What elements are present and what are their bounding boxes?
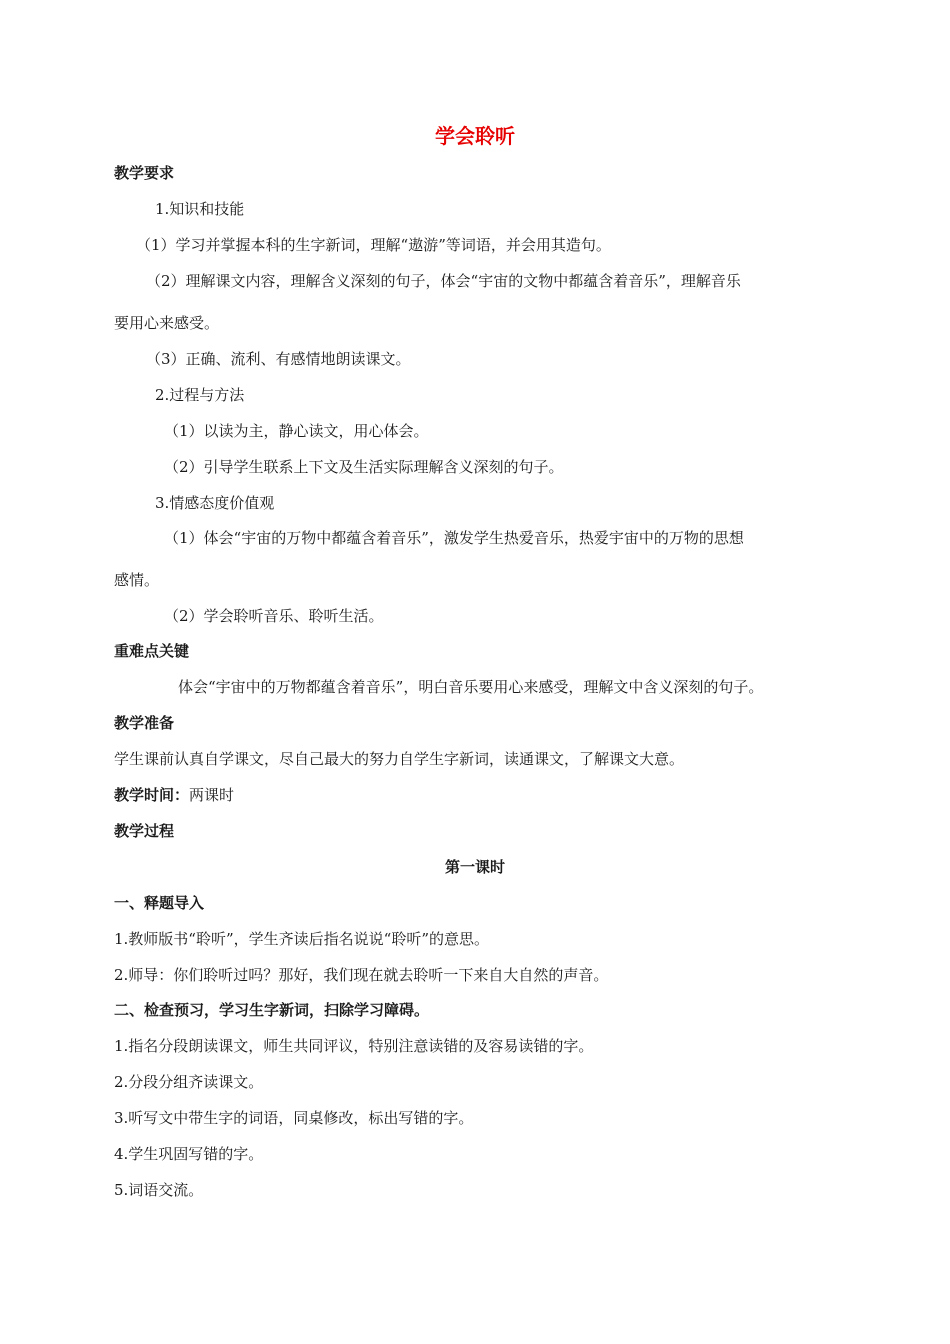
req-item-3: 3.情感态度价值观	[155, 494, 275, 512]
part-one-heading: 一、释题导入	[114, 894, 205, 912]
part-two-item-2: 2.分段分组齐读课文。	[114, 1073, 264, 1091]
part-two-item-5: 5.词语交流。	[114, 1181, 204, 1199]
req-item-3-1: （1）体会“宇宙的万物中都蕴含着音乐”，激发学生热爱音乐，热爱宇宙中的万物的思想	[164, 529, 744, 547]
req-item-1-2: （2）理解课文内容，理解含义深刻的句子，体会“宇宙的文物中都蕴含着音乐”，理解音乐	[146, 272, 741, 290]
part-two-heading: 二、检查预习，学习生字新词，扫除学习障碍。	[114, 1001, 430, 1019]
heading-requirements: 教学要求	[114, 164, 175, 182]
req-item-3-1-cont: 感情。	[114, 571, 160, 589]
req-item-1: 1.知识和技能	[155, 200, 245, 218]
req-item-2-1: （1）以读为主，静心读文，用心体会。	[164, 422, 429, 440]
req-item-1-2-cont: 要用心来感受。	[114, 314, 220, 332]
part-two-item-1: 1.指名分段朗读课文，师生共同评议，特别注意读错的及容易读错的字。	[114, 1037, 594, 1055]
teaching-time-value: 两课时	[189, 786, 235, 804]
part-two-item-3: 3.听写文中带生字的词语，同桌修改，标出写错的字。	[114, 1109, 474, 1127]
key-points-text: 体会“宇宙中的万物都蕴含着音乐”，明白音乐要用心来感受，理解文中含义深刻的句子。	[178, 678, 764, 696]
req-item-2-2: （2）引导学生联系上下文及生活实际理解含义深刻的句子。	[164, 458, 564, 476]
teaching-time	[114, 786, 234, 804]
part-two-item-4: 4.学生巩固写错的字。	[114, 1145, 264, 1163]
teaching-time-label: 教学时间：	[114, 786, 190, 804]
heading-preparation: 教学准备	[114, 714, 175, 732]
part-one-item-1: 1.教师版书“聆听”，学生齐读后指名说说“聆听”的意思。	[114, 930, 489, 948]
heading-key-points: 重难点关键	[114, 642, 190, 660]
lesson-one-heading: 第一课时	[444, 858, 505, 876]
heading-process: 教学过程	[114, 822, 175, 840]
req-item-1-3: （3）正确、流利、有感情地朗读课文。	[146, 350, 411, 368]
req-item-1-1: （1）学习并掌握本科的生字新词，理解“遨游”等词语，并会用其造句。	[136, 236, 611, 254]
part-one-item-2: 2.师导：你们聆听过吗？那好，我们现在就去聆听一下来自大自然的声音。	[114, 966, 609, 984]
req-item-2: 2.过程与方法	[155, 386, 245, 404]
preparation-text: 学生课前认真自学课文，尽自己最大的努力自学生字新词，读通课文，了解课文大意。	[114, 750, 685, 768]
req-item-3-2: （2）学会聆听音乐、聆听生活。	[164, 607, 384, 625]
document-title: 学会聆听	[435, 124, 515, 148]
